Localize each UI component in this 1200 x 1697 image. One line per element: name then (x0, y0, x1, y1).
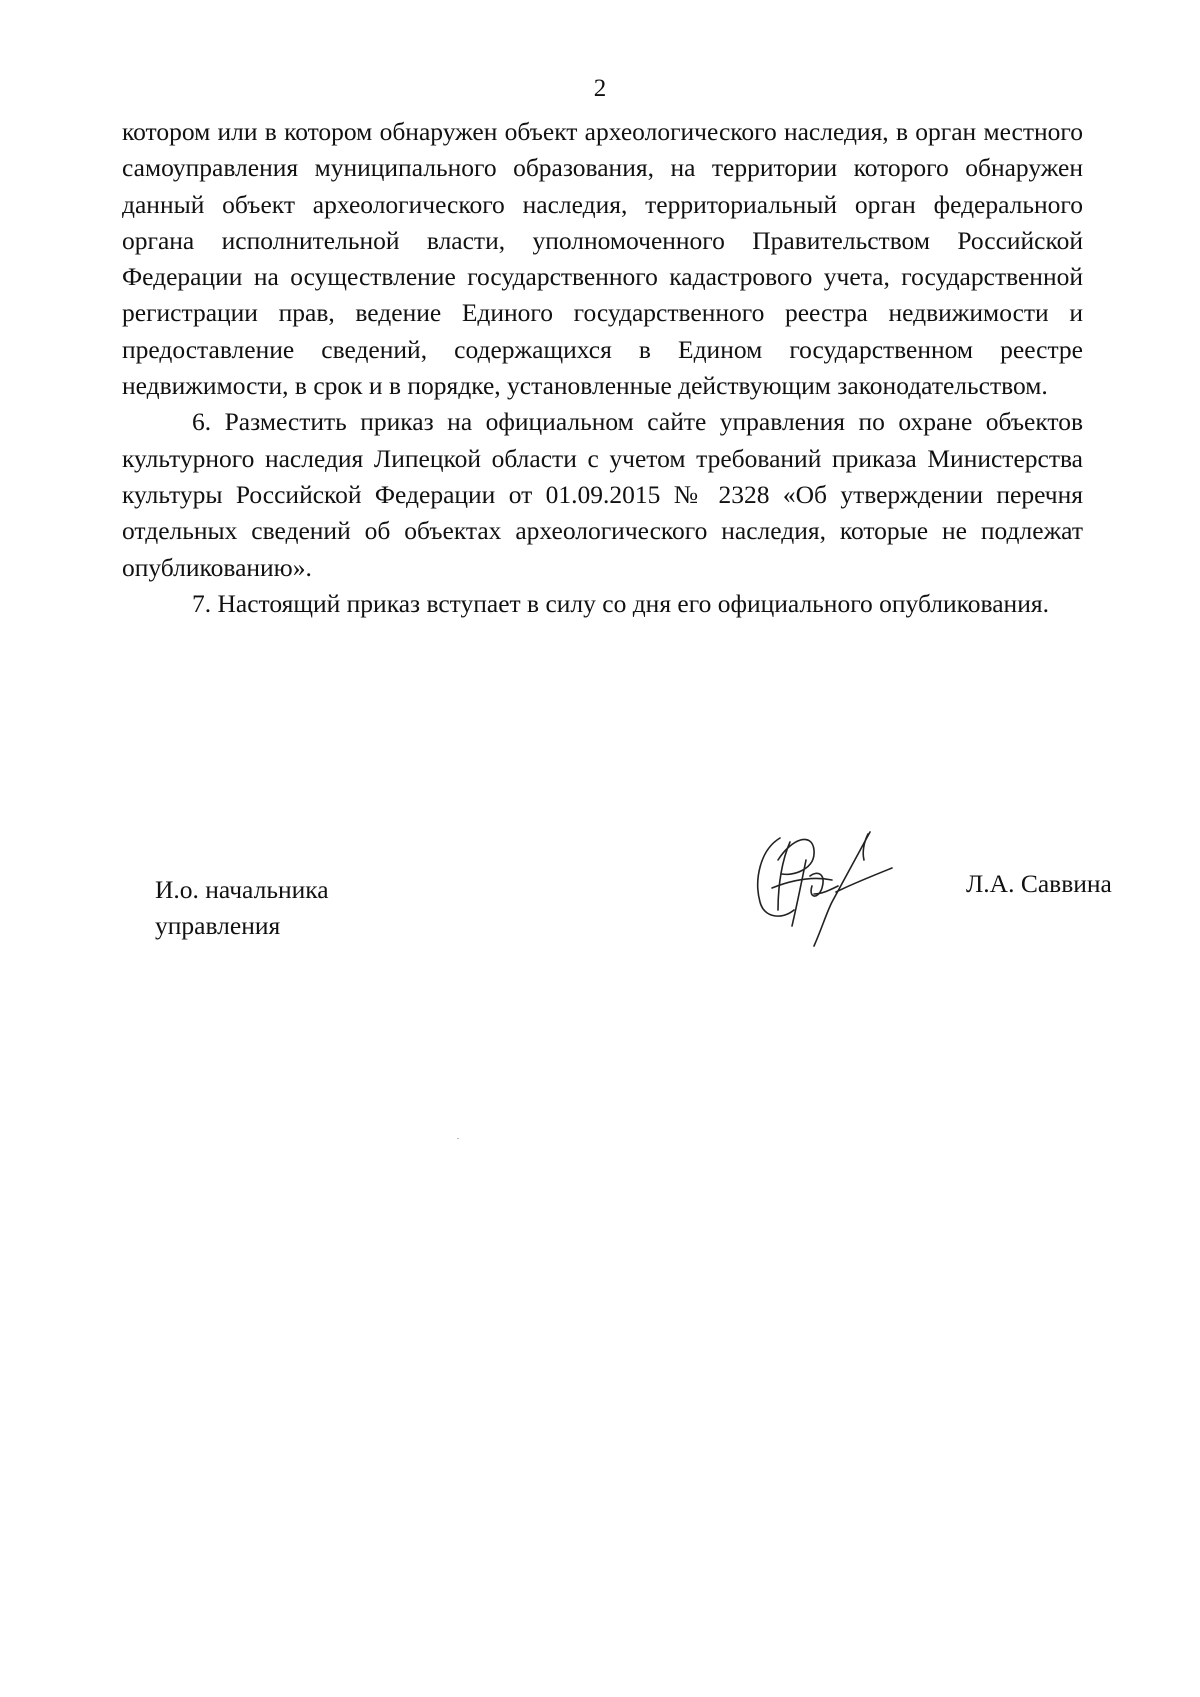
handwritten-signature (752, 830, 902, 950)
scan-speck (457, 1138, 459, 1139)
signatory-position (155, 872, 329, 944)
signatory-position-line1: И.о. начальника (155, 875, 329, 904)
signatory-position-line2: управления (155, 911, 281, 940)
document-body (122, 114, 1083, 622)
signatory-name: Л.А. Саввина (966, 869, 1112, 898)
paragraph-continuation: котором или в котором обнаружен объект археологического наследия, в орган местного самоуправления муниципального образования, на территории которого обнаружен данный объект археологического наследия, территориальный орган федерального органа исполнительной власти, уполномоченного Правительством Российской Федерации на осуществление государственного кадастрового учета, государственной регистрации прав, ведение Единого государственного реестра недвижимости и предоставление сведений, содержащихся в Едином государственном реестре недвижимости, в срок и в порядке, установленные действующим законодательством. (122, 117, 1083, 401)
page-number: 2 (593, 75, 607, 102)
paragraph-item-6: 6. Разместить приказ на официальном сайте управления по охране объектов культурного наследия Липецкой области с учетом требований приказа Министерства культуры Российской Федерации от 01.09.2015 № 2328 «Об утверждении перечня отдельных сведений об объектах археологического наследия, которые не подлежат опубликованию». (122, 407, 1083, 582)
paragraph-item-7: 7. Настоящий приказ вступает в силу со дня его официального опубликования. (192, 588, 1049, 618)
